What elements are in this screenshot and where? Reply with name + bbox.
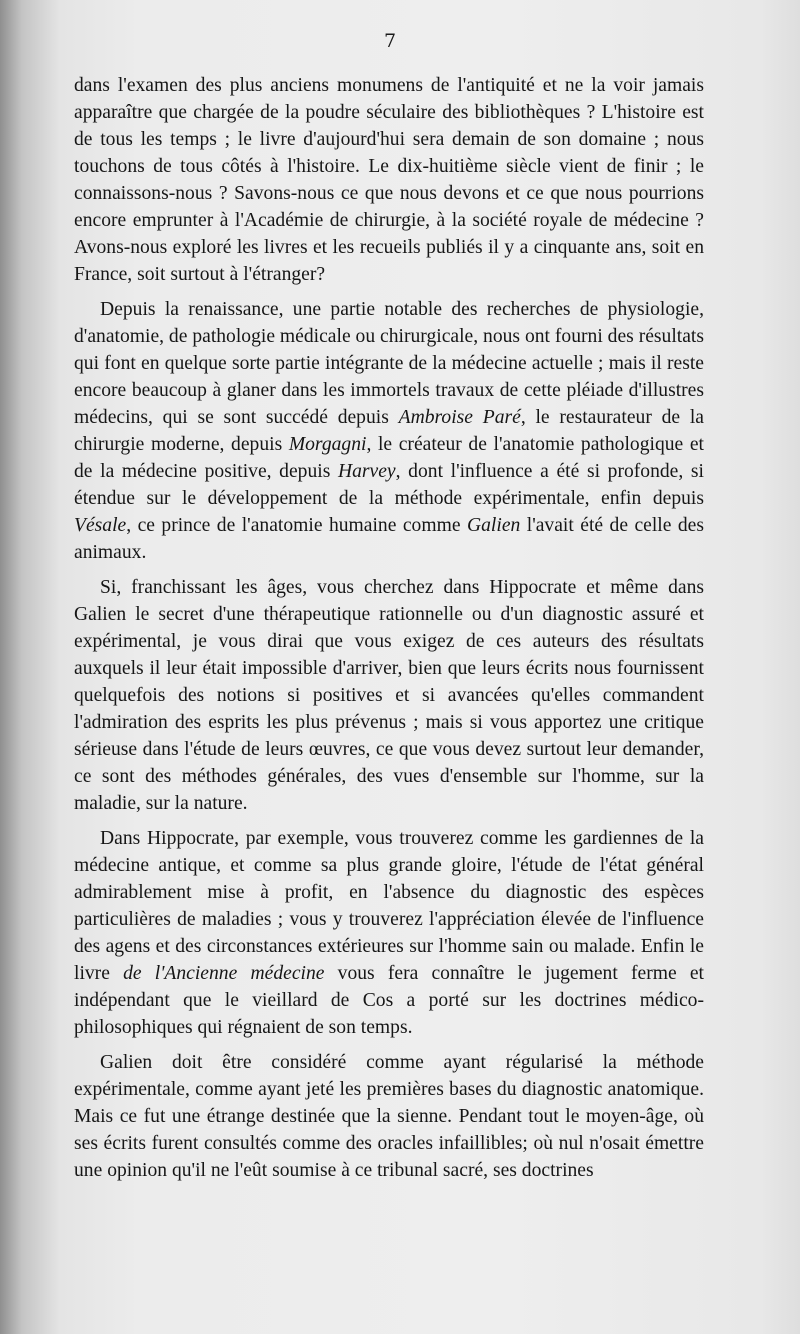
text-run: vous fera connaître le jugement ferme et indépendant que le vieillard de Cos a porté sur les doctrines médico-philosophiques qui régnaient de son temps. (74, 963, 704, 1038)
italic-name: Vésale (74, 515, 127, 536)
text-run: , dont l'influence a été si profonde, si étendue sur le développement de la méthode expérimentale, enfin depuis (74, 461, 704, 509)
text-run: l'avait été de celle des animaux. (74, 515, 704, 563)
text-run: Si, franchissant les âges, vous cherchez dans Hippocrate et même dans Galien le secret d'une thérapeutique rationnelle ou d'un diagnostic assuré et expérimental, je vous dirai que vous exigez de ces auteurs des résultats auxquels il leur était impossible d'arriver, bien que leurs écrits nous fournissent quelquefois des notions si positives et si avancées qu'elles commandent l'admiration des esprits les plus prévenus ; mais si vous apportez une critique sérieuse dans l'étude de leurs œuvres, ce que vous devez surtout leur demander, ce sont des méthodes générales, des vues d'ensemble sur l'homme, sur la maladie, sur la nature. (74, 577, 704, 814)
paragraph (74, 296, 704, 566)
italic-name: Galien (466, 515, 521, 536)
italic-name: Morgagni (288, 434, 367, 455)
paragraph (74, 825, 704, 1041)
paragraph (74, 1049, 704, 1184)
body-text (74, 72, 704, 1192)
text-run: , le restaurateur de la chirurgie moderne, depuis (74, 407, 704, 455)
paragraph (74, 72, 704, 288)
text-run: , ce prince de l'anatomie humaine comme (126, 515, 467, 536)
text-run: Galien doit être considéré comme ayant régularisé la méthode expérimentale, comme ayant jeté les premières bases du diagnostic anatomique. Mais ce fut une étrange destinée que la sienne. Pendant tout le moyen-âge, où ses écrits furent consultés comme des oracles infaillibles; où nul n'osait émettre une opinion qu'il ne l'eût soumise à ce tribunal sacré, ses doctrines (74, 1052, 704, 1181)
text-run: Dans Hippocrate, par exemple, vous trouverez comme les gardiennes de la médecine antique, et comme sa plus grande gloire, l'étude de l'état général admirablement mise à profit, en l'absence du diagnostic des espèces particulières de maladies ; vous y trouverez l'appréciation élevée de l'influence des agens et des circonstances extérieures sur l'homme sain ou malade. Enfin le livre (74, 828, 704, 984)
text-run: , le créateur de l'anatomie pathologique et de la médecine positive, depuis (74, 434, 704, 482)
paragraph (74, 574, 704, 817)
text-run: dans l'examen des plus anciens monumens de l'antiquité et ne la voir jamais apparaître que chargée de la poudre séculaire des bibliothèques ? L'histoire est de tous les temps ; le livre d'aujourd'hui sera demain de son domaine ; nous touchons de tous côtés à l'histoire. Le dix-huitième siècle vient de finir ; le connaissons-nous ? Savons-nous ce que nous devons et ce que nous pourrions encore emprunter à l'Académie de chirurgie, à la société royale de médecine ? Avons-nous exploré les livres et les recueils publiés il y a cinquante ans, soit en France, soit surtout à l'étranger? (74, 75, 704, 285)
text-run: Depuis la renaissance, une partie notable des recherches de physiologie, d'anatomie, de pathologie médicale ou chirurgicale, nous ont fourni des résultats qui font en quelque sorte partie intégrante de la médecine actuelle ; mais il reste encore beaucoup à glaner dans les immortels travaux de cette pléiade d'illustres médecins, qui se sont succédé depuis (74, 299, 704, 428)
italic-name: Ambroise Paré (398, 407, 521, 428)
italic-name: Harvey (337, 461, 396, 482)
italic-name: de l'Ancienne médecine (123, 963, 325, 984)
page-number: 7 (383, 30, 397, 52)
